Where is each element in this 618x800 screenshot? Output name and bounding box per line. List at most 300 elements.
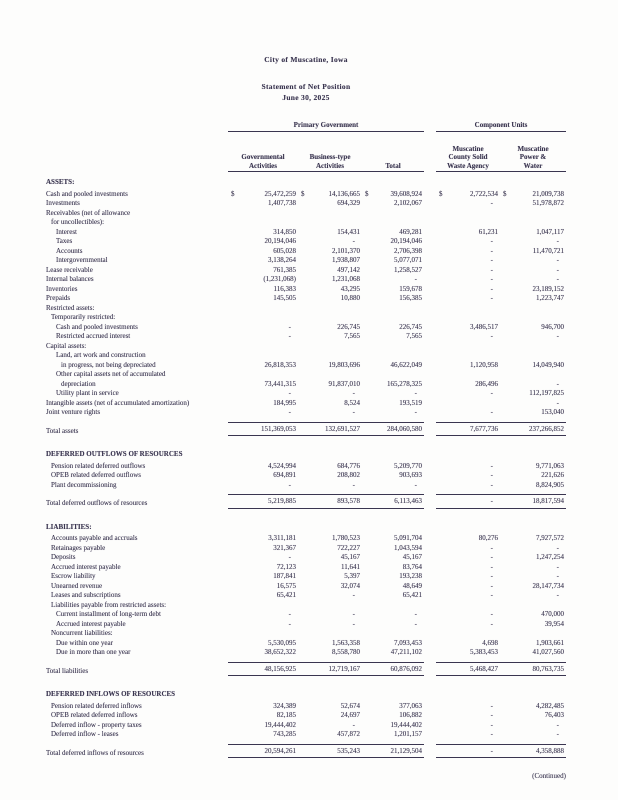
statement-section (46, 690, 566, 758)
cell-muscatine-power-and-water: 39,954 (544, 619, 564, 628)
cell-business-type-activities: - (352, 389, 355, 397)
row-label: Deposits (51, 553, 76, 561)
cell-business-type-activities: 208,802 (337, 471, 360, 479)
cell-muscatine-power-and-water: 41,027,560 (532, 648, 564, 656)
cell-business-type-activities: 2,101,370 (332, 246, 360, 255)
row-label: Cash and pooled investments (56, 322, 138, 331)
cell-business-type-activities: 10,880 (340, 294, 360, 302)
column-headers-primary (228, 134, 424, 172)
cell-governmental-activities: 72,123 (276, 562, 296, 571)
table-row (46, 294, 566, 304)
row-label: Accrued interest payable (56, 619, 126, 628)
row-label: Total deferred outflows of resources (46, 499, 148, 507)
table-row (46, 247, 566, 257)
cell-business-type-activities: 52,674 (340, 701, 360, 710)
table-row (46, 702, 566, 712)
table-row (46, 256, 566, 266)
row-label: Total deferred inflows of resources (46, 748, 144, 757)
row-label: Land, art work and construction (56, 351, 146, 359)
cell-muscatine-power-and-water: 112,197,825 (529, 389, 564, 397)
cell-muscatine-county-solid-waste-agency: $ 2,722,534 (439, 189, 498, 198)
cell-muscatine-county-solid-waste-agency: - (490, 581, 493, 590)
row-label: Restricted assets: (46, 303, 95, 312)
cell-business-type-activities: $ 14,136,665 (301, 189, 360, 198)
cell-muscatine-county-solid-waste-agency: - (490, 730, 493, 738)
table-row (46, 610, 566, 620)
cell-total: $ 39,608,924 (365, 189, 422, 198)
cell-muscatine-county-solid-waste-agency: - (490, 746, 493, 755)
cell-governmental-activities: 324,389 (273, 701, 296, 710)
cell-governmental-activities: 694,891 (273, 471, 296, 479)
group-header-primary-government: Primary Government (228, 121, 424, 133)
cell-muscatine-county-solid-waste-agency: - (490, 284, 493, 293)
cell-muscatine-power-and-water: 946,700 (541, 322, 564, 331)
column-header-muscatine-power-and-water: Muscatine Power & Water (517, 144, 549, 170)
cell-governmental-activities: 5,530,095 (268, 638, 296, 647)
cell-business-type-activities: - (352, 610, 355, 618)
row-label: Lease receivable (46, 265, 93, 274)
cell-governmental-activities: 65,421 (276, 591, 296, 599)
table-row (46, 199, 566, 209)
table-row (46, 228, 566, 238)
table-row (46, 534, 566, 544)
page-title: City of Muscatine, Iowa (264, 55, 348, 64)
cell-total: 377,063 (399, 701, 422, 710)
table-row (46, 285, 566, 295)
row-label: Unearned revenue (51, 581, 103, 590)
dollar-sign: $ (231, 189, 235, 198)
cell-muscatine-power-and-water: 9,771,063 (536, 461, 564, 470)
table-row (46, 572, 566, 582)
row-label: Restricted accrued interest (56, 332, 131, 340)
cell-muscatine-power-and-water: - (556, 256, 559, 264)
table-row (46, 639, 566, 649)
cell-muscatine-power-and-water: 51,978,872 (532, 199, 564, 207)
cell-muscatine-power-and-water: - (556, 543, 559, 552)
cell-total: 60,876,092 (390, 664, 422, 673)
row-label: Investments (46, 199, 80, 207)
cell-business-type-activities: 8,558,780 (332, 648, 360, 656)
cell-business-type-activities: - (352, 480, 355, 489)
cell-governmental-activities: 73,441,315 (264, 379, 296, 388)
cell-business-type-activities: 24,697 (340, 711, 360, 719)
table-row (46, 323, 566, 333)
row-label: Inventories (46, 284, 78, 293)
cell-total: 6,113,463 (394, 497, 422, 505)
row-label: OPEB related deferred outflows (51, 471, 141, 479)
cell-business-type-activities: 154,431 (337, 227, 360, 236)
table-row (46, 380, 566, 390)
statement-date: June 30, 2025 (282, 92, 330, 102)
table-row (46, 422, 566, 437)
row-label: Total assets (46, 426, 79, 435)
cell-total: 45,167 (402, 553, 422, 561)
cell-governmental-activities: - (288, 332, 291, 340)
row-label: Leases and subscriptions (51, 591, 121, 599)
table-row (46, 342, 566, 352)
cell-governmental-activities: (1,231,068) (263, 275, 296, 283)
cell-total: 1,043,594 (394, 543, 422, 552)
cell-muscatine-power-and-water: - (556, 398, 559, 407)
cell-governmental-activities: 145,505 (273, 294, 296, 302)
cell-governmental-activities: - (288, 610, 291, 618)
statement-section (46, 523, 566, 677)
cell-muscatine-county-solid-waste-agency: - (490, 480, 493, 489)
cell-governmental-activities: 19,444,402 (264, 720, 296, 729)
dollar-sign: $ (301, 189, 305, 198)
cell-total: 7,093,453 (394, 638, 422, 647)
cell-business-type-activities: 5,397 (344, 572, 360, 580)
cell-governmental-activities: - (288, 389, 291, 397)
cell-business-type-activities: 43,295 (340, 284, 360, 293)
cell-muscatine-county-solid-waste-agency (436, 399, 500, 409)
cell-muscatine-power-and-water: 4,282,485 (536, 701, 564, 710)
cell-business-type-activities: 11,641 (341, 562, 360, 571)
table-row (46, 629, 566, 639)
cell-muscatine-county-solid-waste-agency: 80,276 (478, 534, 498, 542)
cell-muscatine-county-solid-waste-agency: - (490, 711, 493, 719)
column-header-total: Total (385, 161, 401, 170)
cell-muscatine-power-and-water: 23,189,152 (532, 284, 564, 293)
table-row (46, 190, 566, 200)
cell-total: 193,519 (399, 398, 422, 407)
cell-muscatine-county-solid-waste-agency: - (490, 701, 493, 710)
row-label: Receivables (net of allowance (46, 208, 131, 217)
cell-muscatine-power-and-water: 1,047,117 (536, 227, 564, 236)
cell-governmental-activities: 38,652,322 (264, 648, 296, 656)
cell-total: 1,258,527 (394, 265, 422, 274)
cell-muscatine-county-solid-waste-agency: - (490, 256, 493, 264)
table-row (46, 237, 566, 247)
cell-governmental-activities: 743,285 (273, 730, 296, 738)
cell-muscatine-county-solid-waste-agency: - (490, 461, 493, 470)
cell-governmental-activities: 26,818,353 (264, 360, 296, 369)
cell-governmental-activities: 16,575 (276, 581, 296, 590)
group-header-component-units: Component Units (436, 121, 566, 133)
cell-business-type-activities: 7,565 (344, 332, 360, 340)
cell-governmental-activities: 20,194,046 (264, 237, 296, 245)
cell-governmental-activities: 187,841 (273, 572, 296, 580)
cell-total: 5,209,770 (394, 461, 422, 470)
table-row (46, 494, 566, 509)
cell-business-type-activities: - (352, 591, 355, 599)
cell-total: 20,194,046 (390, 237, 422, 245)
cell-business-type-activities: 497,142 (337, 265, 360, 274)
cell-total: - (414, 619, 417, 628)
table-row (46, 553, 566, 563)
section-header: LIABILITIES: (46, 522, 92, 531)
section-header: ASSETS: (46, 178, 75, 186)
table-row (46, 313, 566, 323)
cell-total: 106,882 (399, 711, 422, 719)
column-header-business-type-activities: Business-type Activities (309, 153, 351, 170)
row-label: Intangible assets (net of accumulated amortization) (46, 398, 190, 407)
cell-muscatine-county-solid-waste-agency: - (490, 408, 493, 416)
cell-governmental-activities: 321,367 (273, 543, 296, 552)
cell-muscatine-power-and-water: 470,000 (541, 610, 564, 618)
table-row (46, 662, 566, 677)
row-label: Pension related deferred outflows (51, 461, 146, 470)
row-label: Due within one year (56, 638, 113, 647)
cell-governmental-activities: 4,524,994 (268, 461, 296, 470)
cell-governmental-activities: 314,850 (273, 227, 296, 236)
document-header (46, 55, 566, 103)
table-row (46, 481, 566, 491)
cell-governmental-activities: 761,385 (273, 265, 296, 274)
table-row (46, 563, 566, 573)
cell-business-type-activities: 535,243 (337, 746, 360, 755)
cell-business-type-activities: 8,524 (344, 398, 360, 407)
cell-muscatine-county-solid-waste-agency: - (490, 389, 493, 397)
cell-muscatine-county-solid-waste-agency: - (490, 562, 493, 571)
row-label: Prepaids (46, 294, 71, 302)
cell-muscatine-county-solid-waste-agency: - (490, 265, 493, 274)
dollar-sign: $ (503, 189, 507, 198)
statement-title: Statement of Net Position (261, 81, 351, 91)
row-label: Deferred inflow - leases (51, 730, 119, 738)
cell-total: 19,444,402 (390, 720, 422, 729)
table-row (46, 711, 566, 721)
dollar-sign: $ (365, 189, 369, 198)
row-label: Liabilities payable from restricted assets: (51, 600, 167, 609)
cell-muscatine-power-and-water: 221,626 (541, 471, 564, 479)
cell-muscatine-county-solid-waste-agency: - (490, 572, 493, 580)
cell-total: 284,060,580 (387, 424, 422, 433)
cell-total: 2,102,067 (394, 199, 422, 207)
cell-muscatine-power-and-water: $ 21,009,738 (503, 189, 564, 198)
row-label: Accounts payable and accruals (51, 534, 138, 542)
cell-business-type-activities: 893,578 (337, 497, 360, 505)
cell-muscatine-county-solid-waste-agency: - (490, 294, 493, 302)
table-row (46, 730, 566, 740)
cell-muscatine-county-solid-waste-agency: - (490, 553, 493, 561)
table-row (46, 462, 566, 472)
cell-business-type-activities: - (352, 237, 355, 245)
row-label: Other capital assets net of accumulated (56, 370, 166, 378)
cell-muscatine-county-solid-waste-agency: - (490, 199, 493, 207)
row-label: for uncollectibles): (51, 218, 105, 226)
cell-governmental-activities: - (288, 322, 291, 331)
cell-business-type-activities: 1,780,523 (332, 534, 360, 542)
row-label: Escrow liability (51, 572, 96, 580)
statement-section (46, 178, 566, 436)
cell-total: 65,421 (402, 591, 422, 599)
cell-muscatine-power-and-water: 11,470,721 (532, 246, 564, 255)
row-label: Interest (56, 227, 77, 236)
cell-muscatine-power-and-water: - (556, 730, 559, 738)
row-label: Joint venture rights (46, 408, 101, 416)
cell-muscatine-county-solid-waste-agency: 3,486,517 (470, 322, 498, 331)
cell-muscatine-power-and-water: 237,266,852 (529, 424, 564, 433)
table-row (46, 361, 566, 371)
row-label: Pension related deferred inflows (51, 701, 142, 710)
row-label: Noncurrent liabilities: (51, 629, 113, 637)
row-label: Accounts (56, 246, 83, 255)
cell-muscatine-power-and-water: 4,358,888 (536, 746, 564, 755)
cell-muscatine-county-solid-waste-agency: - (490, 471, 493, 479)
cell-total: 21,129,504 (390, 746, 422, 755)
row-label: Due in more than one year (56, 648, 131, 656)
cell-muscatine-county-solid-waste-agency: - (490, 610, 493, 618)
cell-muscatine-county-solid-waste-agency: 1,120,958 (470, 360, 498, 369)
table-row (46, 721, 566, 731)
table-row (46, 351, 566, 361)
table-header (46, 121, 566, 173)
cell-total: 156,385 (399, 294, 422, 302)
cell-business-type-activities: 226,745 (337, 322, 360, 331)
cell-muscatine-power-and-water: 1,247,254 (536, 553, 564, 561)
row-label: Cash and pooled investments (46, 189, 128, 198)
cell-business-type-activities: - (352, 619, 355, 628)
cell-governmental-activities: 184,995 (273, 398, 296, 407)
cell-business-type-activities: 457,872 (337, 730, 360, 738)
cell-muscatine-power-and-water: 1,223,747 (536, 294, 564, 302)
cell-total: 226,745 (399, 322, 422, 331)
cell-muscatine-county-solid-waste-agency: 5,383,453 (470, 648, 498, 656)
cell-muscatine-county-solid-waste-agency: - (490, 237, 493, 245)
cell-business-type-activities: 1,231,068 (332, 275, 360, 283)
cell-muscatine-power-and-water: - (556, 237, 559, 245)
table-row (46, 399, 566, 409)
cell-total: - (414, 389, 417, 397)
row-label: Retainages payable (51, 543, 106, 552)
cell-business-type-activities: 132,691,527 (325, 424, 360, 433)
cell-muscatine-power-and-water: 80,763,735 (532, 664, 564, 673)
table-row (46, 601, 566, 611)
cell-business-type-activities: 684,776 (337, 461, 360, 470)
row-label: Intergovernmental (56, 256, 108, 264)
cell-muscatine-power-and-water: - (556, 275, 559, 283)
cell-total: 48,649 (402, 581, 422, 590)
cell-business-type-activities: 722,227 (337, 543, 360, 552)
cell-business-type-activities: 1,563,358 (332, 638, 360, 647)
cell-business-type-activities: 694,329 (337, 199, 360, 207)
row-label: Accrued interest payable (51, 562, 121, 571)
cell-business-type-activities: 1,938,807 (332, 256, 360, 264)
cell-muscatine-power-and-water: 14,049,940 (532, 360, 564, 369)
cell-business-type-activities: - (352, 408, 355, 416)
section-header: DEFERRED OUTFLOWS OF RESOURCES (46, 450, 183, 458)
cell-muscatine-power-and-water: - (556, 265, 559, 274)
cell-business-type-activities: 32,074 (340, 581, 360, 590)
cell-total: 47,211,102 (390, 648, 422, 656)
cell-muscatine-power-and-water: - (556, 720, 559, 729)
cell-governmental-activities: 5,219,885 (268, 497, 296, 505)
cell-muscatine-county-solid-waste-agency: 4,698 (482, 638, 498, 647)
cell-muscatine-power-and-water: - (556, 591, 559, 599)
row-label: OPEB related deferred inflows (51, 711, 138, 719)
row-label: in progress, not being depreciated (61, 360, 156, 369)
cell-governmental-activities: - (288, 619, 291, 628)
cell-total: 5,091,704 (394, 534, 422, 542)
table-row (46, 332, 566, 342)
cell-muscatine-power-and-water: 76,403 (544, 711, 564, 719)
cell-business-type-activities: 12,719,167 (328, 664, 360, 673)
table-row (46, 471, 566, 481)
table-row (46, 648, 566, 658)
table-row (46, 544, 566, 554)
cell-business-type-activities: 19,803,696 (328, 360, 360, 369)
cell-muscatine-county-solid-waste-agency: - (490, 246, 493, 255)
column-header-governmental-activities: Governmental Activities (241, 153, 285, 170)
cell-muscatine-power-and-water: 8,824,905 (536, 480, 564, 489)
cell-business-type-activities: 91,837,010 (328, 379, 360, 388)
row-label: Temporarily restricted: (51, 313, 116, 321)
row-label: Deferred inflow - property taxes (51, 720, 142, 729)
cell-muscatine-power-and-water: 28,147,734 (532, 581, 564, 590)
cell-governmental-activities: - (288, 408, 291, 416)
cell-total: 5,077,071 (394, 256, 422, 264)
cell-business-type-activities: 45,167 (340, 553, 360, 561)
continued-note: (Continued) (532, 772, 566, 780)
cell-muscatine-power-and-water: - (556, 332, 559, 340)
table-row (46, 744, 566, 759)
table-row (46, 304, 566, 314)
cell-governmental-activities: 1,407,738 (268, 199, 296, 207)
cell-total: - (414, 275, 417, 283)
cell-total: - (414, 610, 417, 618)
cell-muscatine-county-solid-waste-agency: - (490, 591, 493, 599)
cell-total: - (414, 408, 417, 416)
table-row (46, 209, 566, 219)
cell-muscatine-county-solid-waste-agency: - (490, 275, 493, 283)
cell-muscatine-power-and-water: - (556, 562, 559, 571)
cell-total: 46,622,049 (390, 360, 422, 369)
table-row (46, 620, 566, 630)
cell-governmental-activities: 48,156,925 (264, 664, 296, 673)
cell-muscatine-power-and-water: 153,040 (541, 408, 564, 416)
cell-total: 159,678 (399, 284, 422, 293)
row-label: Total liabilities (46, 666, 89, 675)
cell-governmental-activities: 20,594,261 (264, 746, 296, 755)
cell-muscatine-county-solid-waste-agency: 286,496 (475, 379, 498, 388)
cell-total: 2,706,398 (394, 246, 422, 255)
cell-governmental-activities: - (288, 553, 291, 561)
cell-muscatine-power-and-water: - (556, 572, 559, 580)
cell-muscatine-county-solid-waste-agency: - (490, 619, 493, 628)
cell-governmental-activities: 151,369,053 (261, 424, 296, 433)
table-row (46, 389, 566, 399)
table-row (46, 591, 566, 601)
column-headers-component (436, 134, 566, 172)
dollar-sign: $ (439, 189, 443, 198)
cell-muscatine-power-and-water: 7,927,572 (536, 534, 564, 542)
cell-business-type-activities: - (352, 720, 355, 729)
row-label: Current installment of long-term debt (56, 610, 161, 618)
table-row (46, 275, 566, 285)
row-label: Taxes (56, 237, 73, 245)
table-row (46, 582, 566, 592)
cell-total: 469,281 (399, 227, 422, 236)
row-label: Internal balances (46, 275, 94, 283)
cell-total: 1,201,157 (394, 730, 422, 738)
row-label: Utility plant in service (56, 389, 119, 397)
table-row (46, 370, 566, 380)
row-label: Capital assets: (46, 341, 87, 350)
cell-total: 903,693 (399, 471, 422, 479)
cell-governmental-activities: 3,138,264 (268, 256, 296, 264)
table-row (46, 408, 566, 418)
cell-muscatine-power-and-water: 1,903,661 (536, 638, 564, 647)
row-label: Plant decommissioning (51, 480, 117, 489)
column-header-muscatine-county-solid-waste-agency: Muscatine County Solid Waste Agency (447, 144, 489, 170)
statement-body (46, 178, 566, 758)
cell-governmental-activities: 605,028 (273, 246, 296, 255)
cell-muscatine-power-and-water: - (556, 379, 559, 388)
cell-total: 7,565 (406, 332, 422, 340)
cell-muscatine-county-solid-waste-agency: - (490, 332, 493, 340)
section-header: DEFERRED INFLOWS OF RESOURCES (46, 690, 176, 698)
